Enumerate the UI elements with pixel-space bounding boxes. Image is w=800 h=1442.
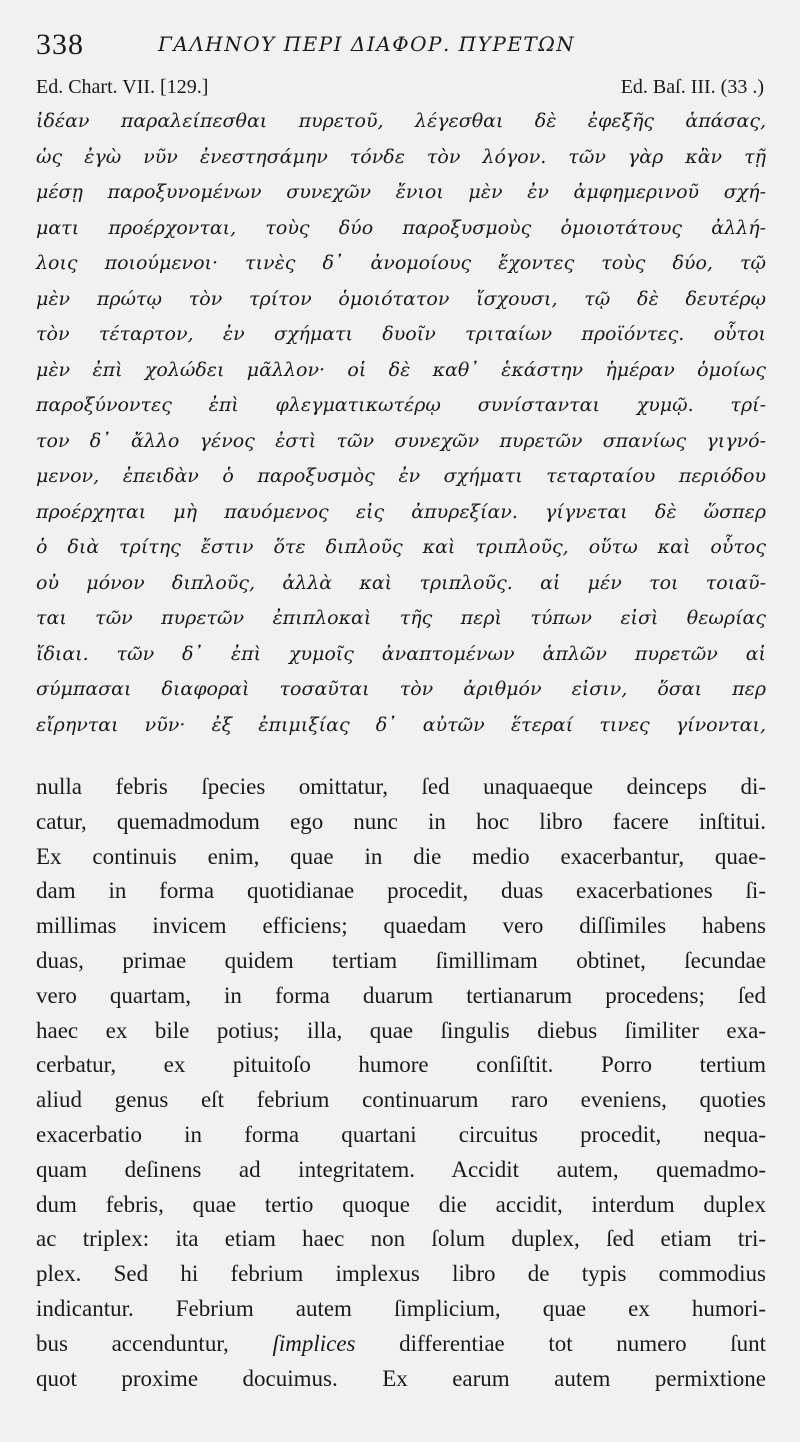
greek-text-line: λοις ποιούμενοι· τινὲς δ᾽ ἀνομοίους ἔχοντες τοὺς δύο, τῷ [36, 252, 766, 274]
page-number: 338 [36, 28, 84, 61]
latin-text-line: plex. Sed hi febrium implexus libro de typis commodius [36, 1261, 766, 1287]
latin-text-segment: differentiae tot numero ſunt [355, 1330, 766, 1356]
latin-text-line: aliud genus eſt febrium continuarum raro eveniens, quoties [36, 1087, 766, 1113]
edition-basel-reference: Ed. Baſ. III. (33 .) [620, 76, 764, 98]
greek-text-line: εἴρηνται νῦν· ἐξ ἐπιμιξίας δ᾽ αὐτῶν ἕτεραί τινες γίνονται, [36, 713, 766, 736]
running-title: ΓΑΛΗΝΟΥ ΠΕΡΙ ΔΙΑΦΟΡ. ΠΥΡΕΤΩΝ [158, 32, 576, 56]
latin-text-line: ac triplex: ita etiam haec non ſolum duplex, ſed etiam tri- [36, 1226, 766, 1252]
latin-text-line: dam in forma quotidianae procedit, duas exacerbationes ſi- [36, 878, 766, 904]
latin-text-line: haec ex bile potius; illa, quae ſingulis diebus ſimiliter exa- [36, 1017, 766, 1043]
latin-text-line: dum febris, quae tertio quoque die accidit, interdum duplex [36, 1191, 766, 1217]
greek-text-block [36, 104, 766, 743]
greek-text-line: ματι προέρχονται, τοὺς δύο παροξυσμοὺς ὁμοιοτάτους ἀλλή- [36, 216, 766, 239]
greek-text-line: τὸν τέταρτον, ἐν σχήματι δυοῖν τριταίων προϊόντες. οὗτοι [36, 323, 766, 345]
greek-text-line: ται τῶν πυρετῶν ἐπιπλοκαὶ τῆς περὶ τύπων εἰσὶ θεωρίας [36, 607, 766, 629]
greek-text-line: οὐ μόνον διπλοῦς, ἀλλὰ καὶ τριπλοῦς. αἱ μέν τοι τοιαῦ- [36, 571, 766, 594]
latin-text-line: millimas invicem efficiens; quaedam vero diſſimiles habens [36, 913, 766, 939]
greek-text-line: μενον, ἐπειδὰν ὁ παροξυσμὸς ἐν σχήματι τεταρταίου περιόδου [36, 465, 766, 487]
latin-text-line: Ex continuis enim, quae in die medio exacerbantur, quae- [36, 843, 766, 869]
greek-text-line: ἰδέαν παραλείπεσθαι πυρετοῦ, λέγεσθαι δὲ ἐφεξῆς ἁπάσας, [36, 110, 766, 132]
greek-text-line: μὲν πρώτῳ τὸν τρίτον ὁμοιότατον ἴσχουσι, τῷ δὲ δευτέρῳ [36, 287, 766, 310]
greek-text-line: σύμπασαι διαφοραὶ τοσαῦται τὸν ἀριθμόν εἰσιν, ὅσαι περ [36, 678, 766, 700]
greek-text-line: προέρχηται μὴ παυόμενος εἰς ἀπυρεξίαν. γίγνεται δὲ ὥσπερ [36, 500, 766, 523]
latin-text-line: vero quartam, in forma duarum tertianarum procedens; ſed [36, 982, 766, 1008]
edition-reference-line [36, 76, 764, 104]
greek-text-line: ἴδιαι. τῶν δ᾽ ἐπὶ χυμοῖς ἀναπτομένων ἁπλῶν πυρετῶν αἱ [36, 642, 766, 665]
latin-text-line: quot proxime docuimus. Ex earum autem permixtione [36, 1365, 766, 1391]
latin-text-line: exacerbatio in forma quartani circuitus procedit, nequa- [36, 1121, 766, 1147]
greek-text-line: ὡς ἐγὼ νῦν ἐνεστησάμην τόνδε τὸν λόγον. τῶν γὰρ κἂν τῇ [36, 145, 766, 168]
latin-text-line: quam deſinens ad integritatem. Accidit autem, quemadmo- [36, 1156, 766, 1182]
page-header [36, 28, 766, 68]
edition-chartier-reference: Ed. Chart. VII. [129.] [36, 76, 209, 98]
latin-text-line [36, 1327, 766, 1362]
greek-text-line: ὁ διὰ τρίτης ἔστιν ὅτε διπλοῦς καὶ τριπλοῦς, οὕτω καὶ οὗτος [36, 536, 766, 558]
latin-text-line: nulla febris ſpecies omittatur, ſed unaquaeque deinceps di- [36, 774, 766, 799]
latin-text-line: cerbatur, ex pituitoſo humore conſiſtit. Porro tertium [36, 1052, 766, 1078]
greek-text-line: τον δ᾽ ἄλλο γένος ἐστὶ τῶν συνεχῶν πυρετῶν σπανίως γιγνό- [36, 429, 766, 452]
latin-italic-term: ſimplices [272, 1330, 356, 1356]
greek-text-line: παροξύνοντες ἐπὶ φλεγματικωτέρῳ συνίστανται χυμῷ. τρί- [36, 394, 766, 416]
latin-text-block [36, 770, 766, 1396]
latin-text-line: duas, primae quidem tertiam ſimillimam obtinet, ſecundae [36, 947, 766, 973]
greek-text-line: μὲν ἐπὶ χολώδει μᾶλλον· οἱ δὲ καθ᾽ ἑκάστην ἡμέραν ὁμοίως [36, 358, 766, 381]
latin-text-line: indicantur. Febrium autem ſimplicium, quae ex humori- [36, 1295, 766, 1321]
greek-text-line: μέσῃ παροξυνομένων συνεχῶν ἔνιοι μὲν ἐν ἀμφημερινοῦ σχή- [36, 181, 766, 203]
latin-text-segment: bus accenduntur, [36, 1330, 273, 1356]
latin-text-line: catur, quemadmodum ego nunc in hoc libro facere inſtitui. [36, 808, 766, 834]
